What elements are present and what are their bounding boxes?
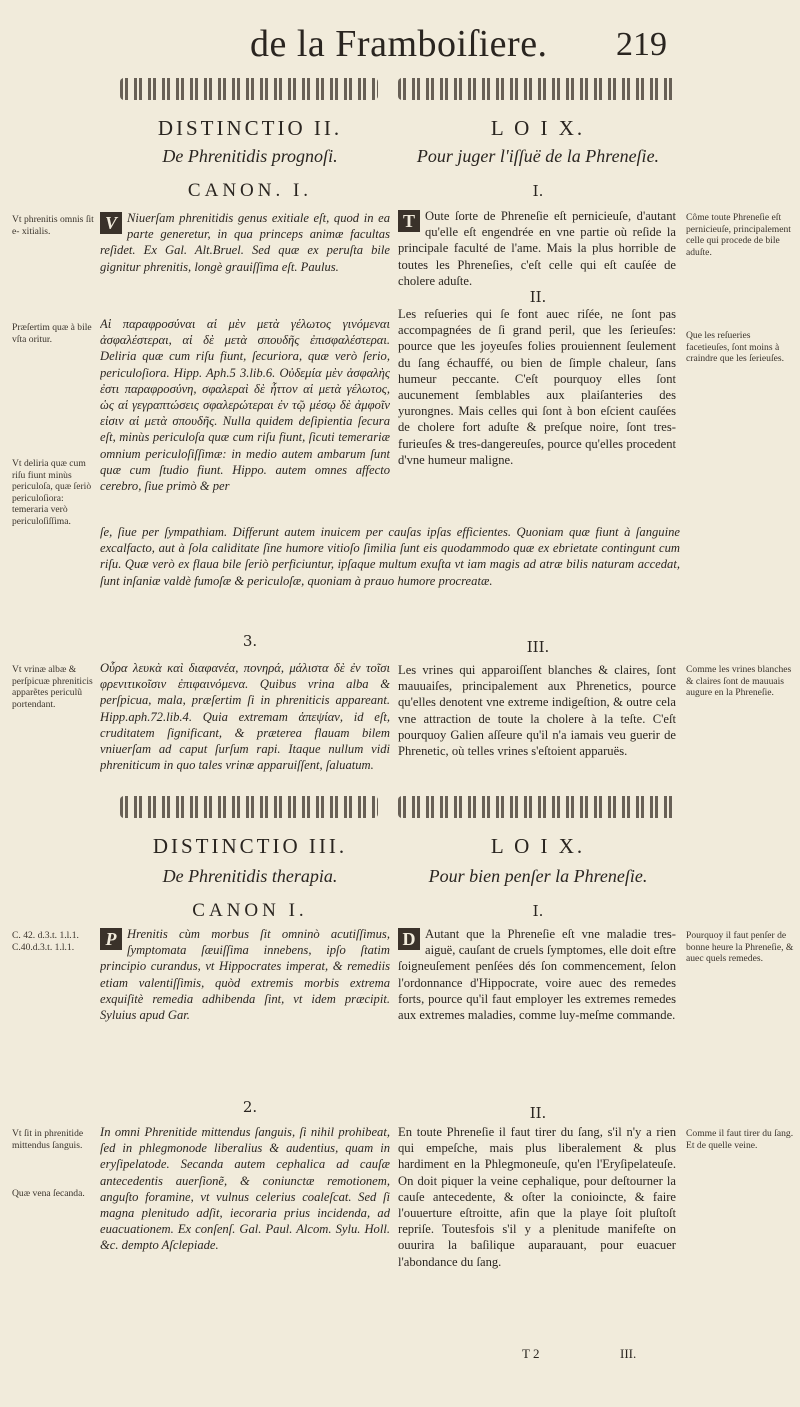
latin-paragraph: Οὖρα λευκὰ καὶ διαφανέα, πονηρά, μάλιστα δὲ ἐν τοῖσι φρενιτικοῖσιν ἐπιφαινόμενα. Quibus vrina alba & perſpicua, mala, præſertim ſi in phreniticis appareant. Hipp.aph.72.lib.4. Quia extremam ἀπεψίαν, id eſt, cruditatem ſignificant, & præterea flauam bilem vniuerſam ad caput ſurſum rapi. Itaque nullum vidi phreniticum in quo tales vrinæ apparuiſſent, ſaluatum.: [100, 661, 390, 772]
french-paragraph: Les vrines qui apparoiſſent blanches & claires, ſont mauuaiſes, principalement aux Phrenetics, pource qu'elles denotent vne extreme indigeſtion, & outre cela vne attraction de toute la cholere à la teſte. C'eſt pourquoy Galien aſſeure qu'il n'a iamais veu guerir de Phrenetic, où telles vrines s'eſtoient apparuës.: [398, 663, 676, 759]
margin-note: Vt vrinæ albæ & perſpicuæ phreniticis apparẽtes periculũ portendant.: [12, 664, 93, 710]
page-number: 219: [616, 26, 667, 63]
catchword: III.: [620, 1346, 637, 1361]
margin-note: Côme toute Phreneſie eſt pernicieuſe, principalement celle qui procede de bile aduſte.: [686, 212, 791, 258]
margin-note: Præſertim quæ à bile vſta oritur.: [12, 322, 92, 345]
ornament-band: [120, 78, 378, 100]
paragraph-number: I.: [532, 902, 544, 920]
margin-note: Comme les vrines blanches & claires ſont de mauuais augure en la Phreneſie.: [686, 664, 792, 699]
paragraph-text: Hrenitis cùm morbus ſit omninò acutiſſimus, ſymptomata ſæuiſſima innebens, ipſo ſtatim principio curandus, vt Hippocrates imperat, & remediis etiam valentiſſimis, quòd extremis morbis extrema exquiſitè remedia adhibenda ſint, vt idem præcipit. Syluius apud Gar.: [100, 927, 390, 1023]
signature-mark: T 2: [522, 1346, 540, 1361]
french-paragraph: [398, 208, 676, 289]
section-subtitle: Pour juger l'iſſuë de la Phreneſie.: [416, 146, 660, 166]
french-paragraph: En toute Phreneſie il faut tirer du ſang, s'il n'y a rien qui empeſche, mais plus liberalement & plus hardiment en la Phlegmoneuſe, qu'en l'Eryſipelateuſe. On doit piquer la veine cephalique, pour deſtourner la cauſe antecedente, & oſter la conioincte, & faire l'ouuerture eſtroitte, afin que la playe ſoit pluſtoſt repriſe. Toutesfois s'il y a plenitude manifeſte on ouurira la baſilique auparauant, pour euacuer l'abondance du ſang.: [398, 1125, 676, 1269]
full-width-paragraph: ſe, ſiue per ſympathiam. Differunt autem inuicem per cauſas ipſas efficientes. Quoniam quæ fiunt à ſanguine excalfacto, aut à ſola caliditate ſine humore vitioſo ſimilia ſunt eis quodammodo quæ ex ebrietate contingunt cum riſu. Quæ verò ex flaua bile ſeriò perficiuntur, ipſaque multum exuſta vt iam magis ad atræ bilis naturam accedat, ſunt inſaniæ valdè fumoſæ & periculoſæ, quoniam à prauo humore procreatæ.: [100, 525, 680, 588]
paragraph-number: II.: [529, 1104, 547, 1122]
paragraph-text: Autant que la Phreneſie eſt vne maladie tres-aiguë, cauſant de cruels ſymptomes, elle doit eſtre ſoigneuſement penſées dés ſon commencement, ſelon l'ordonnance d'Hippocrate, voire auec des remedes forts, pource qu'il faut employer les extremes remedes aux extremes maladies, comme luy-meſme commande.: [398, 927, 676, 1023]
section-heading: DISTINCTIO II.: [157, 116, 343, 140]
ornament-band: [120, 796, 378, 818]
drop-cap-d-icon: D: [398, 928, 420, 950]
paragraph-text: Niuerſam phrenitidis genus exitiale eſt, quod in ea parte generetur, in qua princeps animæ facultas reſidet. Ex Gal. Alt.Bruel. Sed quæ ex peruſta bile gignitur phrenitis, longè grauiſſima eſt. Paulus.: [100, 211, 390, 274]
ornament-band: [398, 796, 678, 818]
drop-cap-v-icon: V: [100, 212, 122, 234]
section-subtitle: Pour bien penſer la Phreneſie.: [428, 866, 648, 886]
canon-heading: CANON. I.: [187, 180, 313, 201]
latin-paragraph: In omni Phrenitide mittendus ſanguis, ſi nihil prohibeat, ſed in phlegmonode liberalius & audentius, quam in eryſipelatode. Secanda autem cephalica ad cauſæ antecedentis auerſionẽ, & coniunctæ remotionem, anguſto foramine, vt vulnus celerius coaleſcat. Sed ſi magna plenitudo adſit, iecoraria prius incidenda, ad euacuationem. Ex conſenſ. Gal. Paul. Alcom. Sylu. Holl. &c. dempto Aſclepiade.: [100, 1125, 390, 1253]
margin-note: Que les reſueries facetieuſes, ſont moins à craindre que les ſerieuſes.: [686, 330, 785, 365]
paragraph-number: 2.: [242, 1098, 258, 1116]
drop-cap-p-icon: P: [100, 928, 122, 950]
french-paragraph: Les reſueries qui ſe font auec riſée, ne ſont pas accompagnées de ſi grand peril, que les ſerieuſes: pource que les joyeuſes folies prouiennent ſeulement du ſang échauffé, ou bien de ſimple chaleur, ſans humeur peccante. C'eſt pourquoy elles ſont aucunement ſemblables aux plaiſanteries des yurongnes. Mais celles qui ſont à bon eſcient cauſées de cholere fort aduſte & preſque noire, ſont tres-furieuſes & tres-dangereuſes, pource qu'elles procedent d'vne humeur maligne.: [398, 307, 676, 467]
margin-note: Comme il faut tirer du ſang. Et de quelle veine.: [686, 1128, 794, 1151]
section-subtitle: De Phrenitidis prognoſi.: [162, 146, 338, 166]
greek-latin-paragraph: Αἱ παραφροσύναι αἱ μὲν μετὰ γέλωτος γινόμεναι ἀσφαλέστεραι, αἱ δὲ μετὰ σπουδῆς ἐπισφαλέστεραι. Deliria quæ cum riſu fiunt, ſecuriora, quæ verò ſerio, periculoſiora. Hipp. Aph.5 3.lib.6. Οὐδεμία μὲν ἀσφαλὴς ἐστι παραφροσύνη, σφαλεραὶ δὲ ἧττον αἱ μετὰ γέλωτος, ὡς αἱ γεγραπτώσεις σφαλερώτεραι ἐν τῷ μέσῳ δὲ ἀμφοῖν εἰσιν αἱ μετὰ σπουδῆς. Nulla quidem deſipientia ſecura eſt, minùs periculoſa quæ cum riſu fiunt, ſicuti temerariæ omnium periculoſiſſimæ: in medio autem ambarum ſunt quæ cum ſtudio fiunt. Hippo. autem omnes affecto cerebro, ſiue primò & per: [100, 317, 390, 494]
section-subtitle: De Phrenitidis therapia.: [162, 866, 338, 886]
paragraph-number: I.: [532, 182, 544, 200]
margin-note: C. 42. d.3.t. 1.l.1. C.40.d.3.t. 1.l.1.: [12, 930, 79, 953]
latin-paragraph: [100, 210, 390, 275]
margin-note: Quæ vena ſecanda.: [12, 1188, 85, 1199]
latin-paragraph: [100, 926, 390, 1046]
section-heading: L O I X.: [490, 116, 586, 140]
running-header: [0, 22, 800, 72]
section-heading: L O I X.: [490, 834, 586, 858]
ornament-band: [398, 78, 678, 100]
margin-note: Vt phrenitis omnis ſit e- xitialis.: [12, 214, 94, 237]
running-title: de la Framboiſiere.: [250, 23, 548, 65]
paragraph-number: III.: [526, 638, 550, 656]
drop-cap-t-icon: T: [398, 210, 420, 232]
margin-note: Vt deliria quæ cum riſu fiunt minùs periculoſa, quæ ſeriò periculoſiora: temeraria verò periculoſiſſima.: [12, 458, 92, 527]
french-paragraph: [398, 926, 676, 1076]
paragraph-text: Oute ſorte de Phreneſie eſt pernicieuſe, d'autant qu'elle eſt engendrée en vne partie où reſide la principale faculté de l'ame. Mais la plus horrible de toutes les Phreneſies, c'eſt celle qui eſt cauſée de cholere aduſte.: [398, 209, 676, 288]
canon-heading: CANON I.: [192, 900, 308, 921]
paragraph-number: II.: [529, 288, 547, 306]
margin-note: Pourquoy il faut penſer de bonne heure la Phreneſie, & auec quels remedes.: [686, 930, 794, 965]
paragraph-number: 3.: [242, 632, 258, 650]
margin-note: Vt ſit in phrenitide mittendus ſanguis.: [12, 1128, 84, 1151]
section-heading: DISTINCTIO III.: [152, 834, 348, 858]
